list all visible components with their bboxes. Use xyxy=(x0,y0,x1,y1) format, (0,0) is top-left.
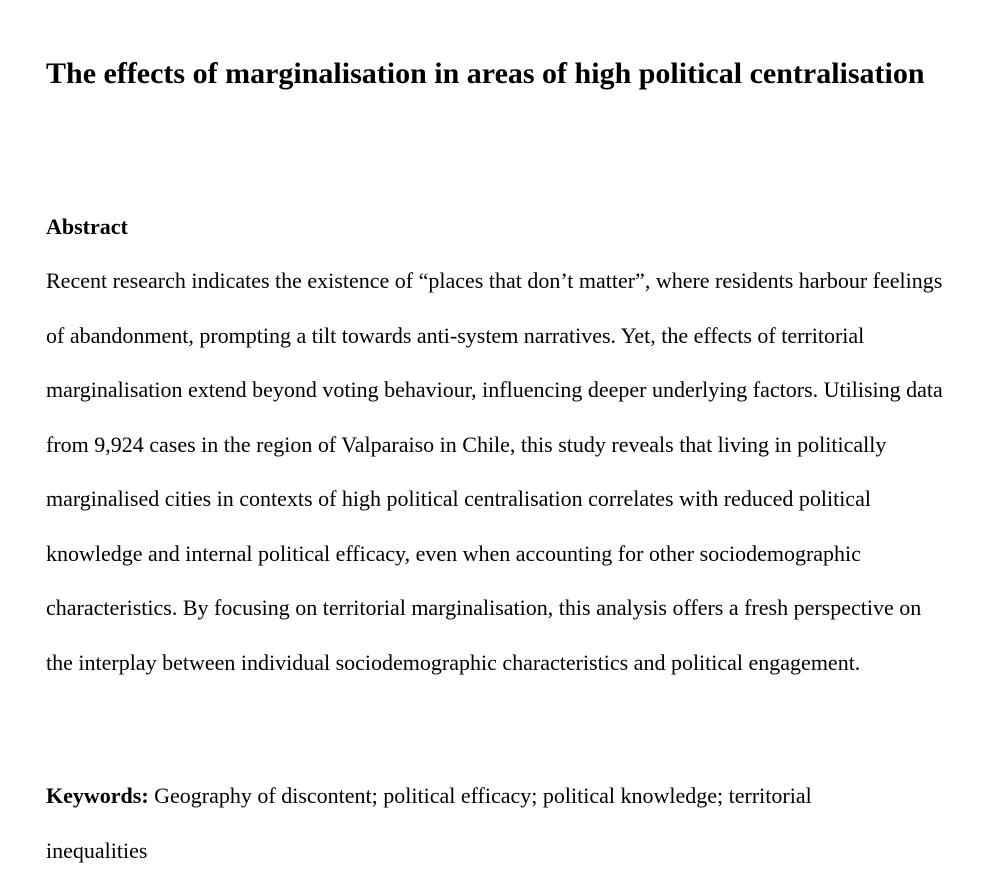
abstract-heading: Abstract xyxy=(46,214,128,239)
keywords-line xyxy=(46,769,906,878)
keywords-text: Geography of discontent; political efficacy; political knowledge; territorial inequalities xyxy=(46,783,812,863)
abstract-body: Recent research indicates the existence of “places that don’t matter”, where residents harbour feelings of abandonment, prompting a tilt towards anti-system narratives. Yet, the effects of territorial marginalisation extend beyond voting behaviour, influencing deeper underlying factors. Utilising data from 9,924 cases in the region of Valparaiso in Chile, this study reveals that living in politically marginalised cities in contexts of high political centralisation correlates with reduced political knowledge and internal political efficacy, even when accounting for other sociodemographic characteristics. By focusing on territorial marginalisation, this analysis offers a fresh perspective on the interplay between individual sociodemographic characteristics and political engagement. xyxy=(46,268,943,675)
paper-title: The effects of marginalisation in areas of high political centralisation xyxy=(46,57,925,90)
keywords-label: Keywords: xyxy=(46,783,149,808)
